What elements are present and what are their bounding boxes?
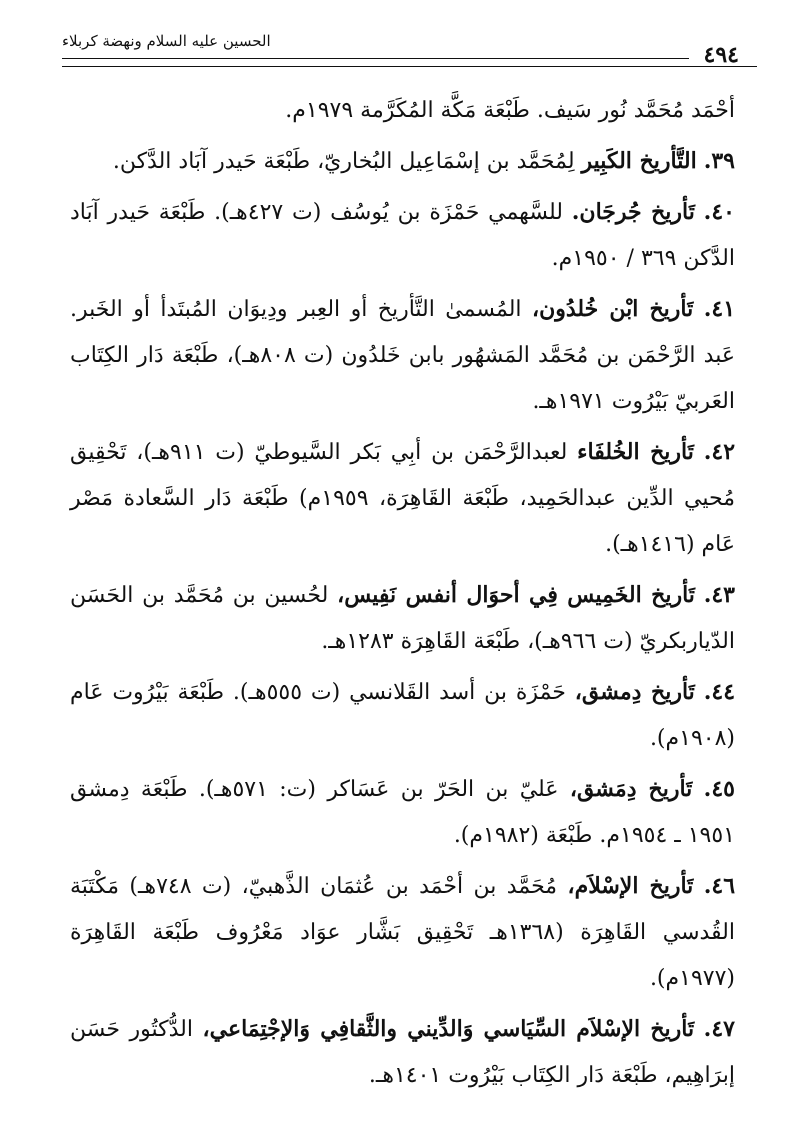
entry-title: تَأريخ دِمَشق،: [569, 776, 693, 802]
header-rule-top: [62, 58, 689, 59]
entry-text: لِمُحَمَّد بن إسْمَاعِيل البُخاريّ، طَبْعَة حَيدر آبَاد الدَّكن.: [112, 149, 575, 174]
entry-number: ٤٥.: [703, 776, 735, 802]
bibliography-entry: [70, 863, 735, 1002]
entry-title: تَأريخ ابْن خُلدُون،: [531, 296, 694, 322]
entry-text: لعبدالرَّحْمَن بن أبِي بَكر السَّيوطيّ (ت ٩١١هـ)، تَحْقِيق مُحيي الدِّين عبدالحَمِيد، طَبْعَة القَاهِرَة، ١٩٥٩م) طَبْعَة دَار السَّعادة مَصْر عَام (١٤١٦هـ).: [70, 440, 735, 557]
entry-number: ٣٩.: [703, 148, 735, 174]
bibliography-entry: [70, 1006, 735, 1099]
bibliography-entry: [70, 189, 735, 282]
entry-text: المُسمىٰ التَّأريخ أو العِبر ودِيوَان المُبتَدأ أو الخَبر. عَبد الرَّحْمَن بن مُحَمَّد المَشهُور بابن خَلدُون (ت ٨٠٨هـ)، طَبْعَة دَار الكِتَاب العَربيّ بَيْرُوت ١٩٧١هـ.: [70, 297, 735, 414]
bibliography-entry: [70, 138, 735, 185]
entry-title: التَّأريخ الكَبِير: [581, 148, 697, 174]
entry-title: تَأريخ الخُلفَاء: [577, 439, 694, 465]
bibliography-entry: [70, 766, 735, 859]
entry-title: تَأريخ جُرجَان.: [571, 199, 695, 225]
bibliography-entry: [70, 669, 735, 762]
entry-number: ٤٢.: [703, 439, 736, 465]
bibliography-entry: [70, 572, 735, 665]
entry-title: تَأريخ الإسْلاَم السِّيَاسي وَالدِّيني والثَّقافِي وَالإجْتِمَاعي،: [202, 1016, 695, 1042]
entry-number: ٤٣.: [703, 582, 735, 608]
entry-number: ٤٦.: [703, 873, 736, 899]
entry-number: ٤١.: [703, 296, 736, 322]
entry-title: تَأريخ الخَمِيس فِي أحوَال أنفس نَفِيس،: [337, 582, 695, 608]
bibliography-list: [70, 88, 735, 1103]
entry-title: تَأريخ الإسْلاَم،: [567, 873, 694, 899]
entry-text: لحُسين بن مُحَمَّد بن الحَسَن الدّياربكريّ (ت ٩٦٦هـ)، طَبْعَة القَاهِرَة ١٢٨٣هـ.: [70, 583, 735, 654]
continued-entry: أحْمَد مُحَمَّد نُور سَيف. طَبْعَة مَكَّة المُكَرَّمة ١٩٧٩م.: [285, 98, 735, 123]
entry-text: مُحَمَّد بن أحْمَد بن عُثمَان الذَّهبيّ، (ت ٧٤٨هـ) مَكْتَبَة القُدسي القَاهِرَة (١٣٦٨هـ تَحْقِيق بَشَّار عوَاد مَعْرُوف طَبْعَة القَاهِرَة (١٩٧٧م).: [70, 874, 735, 991]
running-title: الحسين عليه السلام ونهضة كربلاء: [62, 32, 271, 50]
entry-text: عَليّ بن الحَرّ بن عَسَاكر (ت: ٥٧١هـ). طَبْعَة دِمشق ١٩٥١ ـ ١٩٥٤م. طَبْعَة (١٩٨٢م).: [70, 777, 735, 848]
page-number: ٤٩٤: [703, 42, 739, 68]
entry-title: تَأريخ دِمشق،: [574, 679, 695, 705]
entry-text: الدُّكتُور حَسَن إبرَاهِيم، طَبْعَة دَار الكِتَاب بَيْرُوت ١٤٠١هـ.: [70, 1017, 735, 1088]
entry-text: للسَّهمي حَمْزَة بن يُوسُف (ت ٤٢٧هـ). طَبْعَة حَيدر آبَاد الدَّكن ٣٦٩ / ١٩٥٠م.: [70, 200, 735, 271]
header-rule-bottom: [62, 66, 757, 67]
entry-text: حَمْزَة بن أسد القَلانسي (ت ٥٥٥هـ). طَبْعَة بَيْرُوت عَام (١٩٠٨م).: [70, 680, 735, 751]
entry-number: ٤٤.: [703, 679, 736, 705]
entry-number: ٤٧.: [703, 1016, 735, 1042]
entry-number: ٤٠.: [703, 199, 735, 225]
bibliography-entry: [70, 429, 735, 568]
bibliography-entry: [70, 286, 735, 425]
